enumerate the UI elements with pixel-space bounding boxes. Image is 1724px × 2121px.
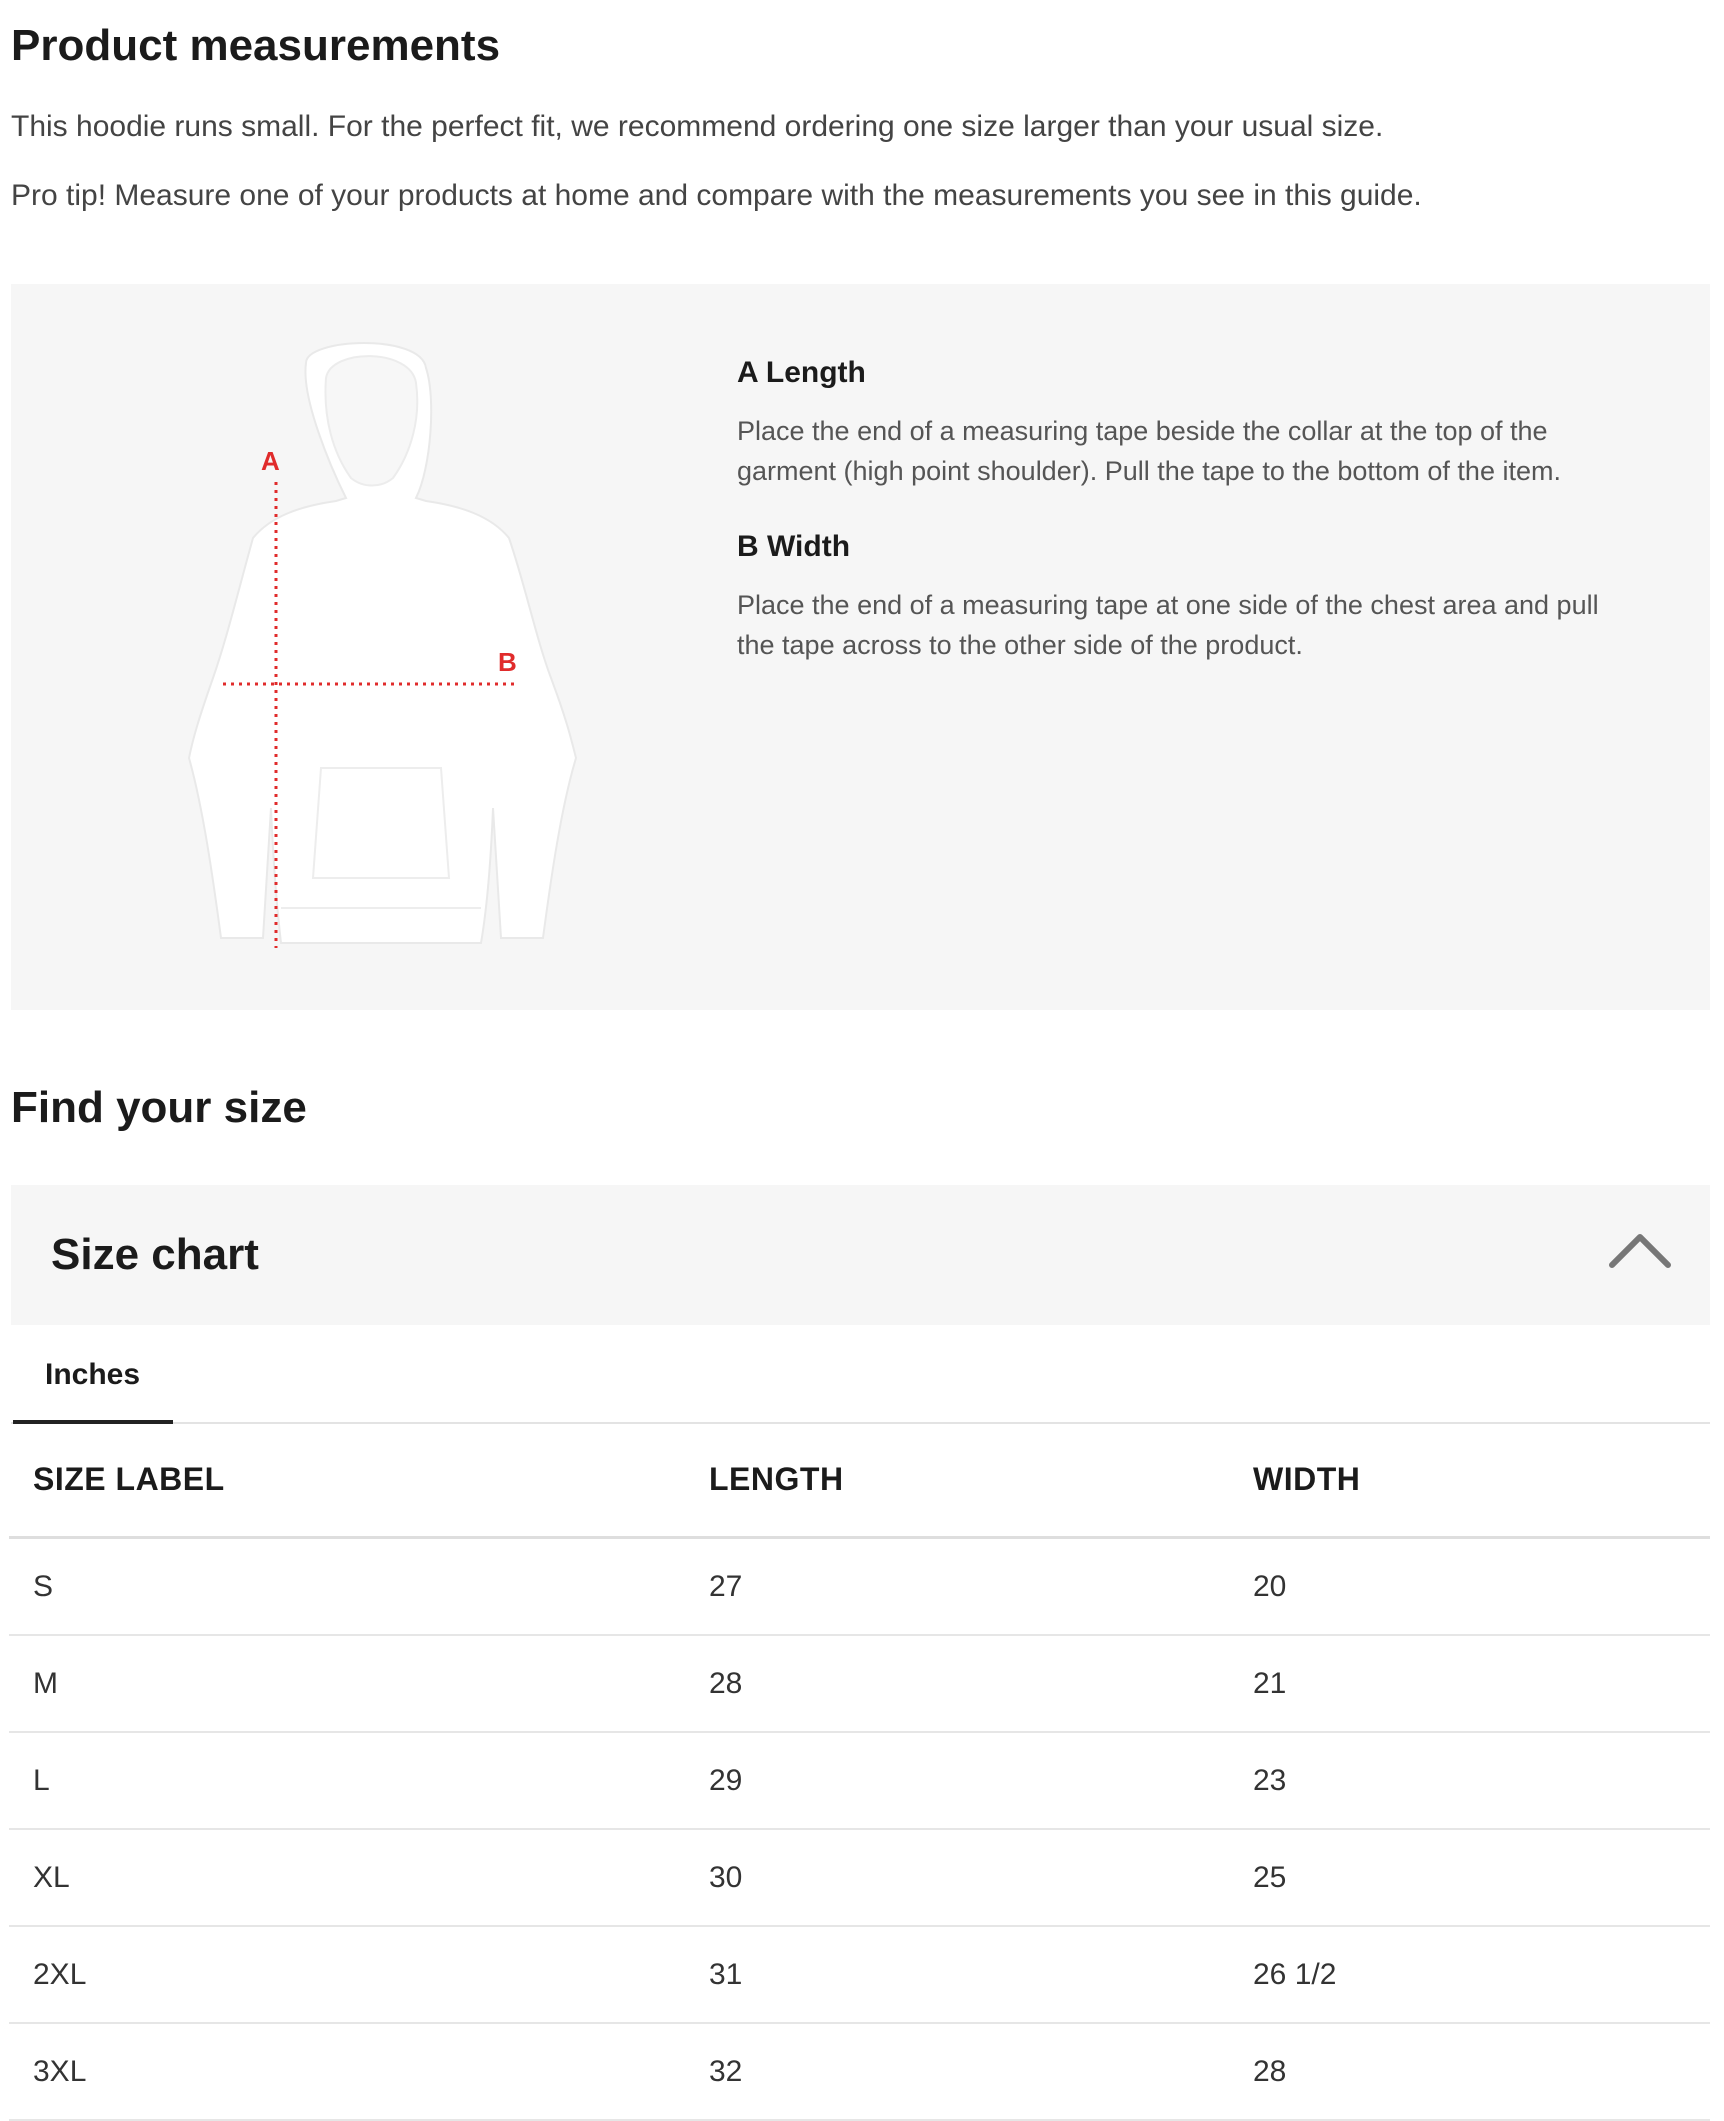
hoodie-silhouette <box>189 343 576 943</box>
unit-tabs <box>11 1325 1710 1424</box>
measurement-guide-panel <box>11 284 1710 1010</box>
size-chart-table <box>9 1422 1710 2121</box>
header-size-label: SIZE LABEL <box>9 1422 709 1538</box>
cell-width: 26 1/2 <box>1253 1926 1710 2023</box>
cell-length: 28 <box>709 1635 1253 1732</box>
hoodie-diagram <box>131 338 631 948</box>
cell-length: 29 <box>709 1732 1253 1829</box>
table-row <box>9 1829 1710 1926</box>
width-title: B Width <box>737 530 851 563</box>
size-chart-title: Size chart <box>51 1230 259 1279</box>
tab-inches-label: Inches <box>45 1358 141 1391</box>
length-title: A Length <box>737 356 866 389</box>
width-instructions <box>737 527 1637 665</box>
header-length: LENGTH <box>709 1422 1253 1538</box>
table-header-row <box>9 1422 1710 1538</box>
cell-width: 25 <box>1253 1829 1710 1926</box>
cell-size: 2XL <box>9 1926 709 2023</box>
header-width: WIDTH <box>1253 1422 1710 1538</box>
find-size-title: Find your size <box>11 1083 307 1132</box>
label-b: B <box>498 647 517 677</box>
cell-length: 32 <box>709 2023 1253 2120</box>
tab-inches[interactable] <box>11 1325 172 1422</box>
cell-size: S <box>9 1538 709 1636</box>
size-chart-accordion-header[interactable] <box>11 1185 1710 1325</box>
length-instructions <box>737 353 1637 491</box>
measurements-title: Product measurements <box>11 21 501 70</box>
cell-length: 30 <box>709 1829 1253 1926</box>
cell-size: M <box>9 1635 709 1732</box>
cell-length: 31 <box>709 1926 1253 2023</box>
chevron-up-icon[interactable] <box>1608 1231 1672 1271</box>
cell-size: XL <box>9 1829 709 1926</box>
table-row <box>9 1732 1710 1829</box>
fit-note: This hoodie runs small. For the perfect fit, we recommend ordering one size larger than your usual size. <box>11 110 1384 143</box>
table-row <box>9 2023 1710 2120</box>
cell-size: 3XL <box>9 2023 709 2120</box>
length-text: Place the end of a measuring tape beside the collar at the top of the garment (high point shoulder). Pull the tape to the bottom of the item. <box>737 416 1561 486</box>
table-row <box>9 1926 1710 2023</box>
label-a: A <box>261 446 280 476</box>
cell-width: 20 <box>1253 1538 1710 1636</box>
pro-tip: Pro tip! Measure one of your products at home and compare with the measurements you see in this guide. <box>11 179 1422 212</box>
cell-width: 23 <box>1253 1732 1710 1829</box>
table-row <box>9 1635 1710 1732</box>
width-text: Place the end of a measuring tape at one side of the chest area and pull the tape across to the other side of the product. <box>737 590 1599 660</box>
cell-size: L <box>9 1732 709 1829</box>
cell-width: 21 <box>1253 1635 1710 1732</box>
cell-width: 28 <box>1253 2023 1710 2120</box>
table-row <box>9 1538 1710 1636</box>
cell-length: 27 <box>709 1538 1253 1636</box>
